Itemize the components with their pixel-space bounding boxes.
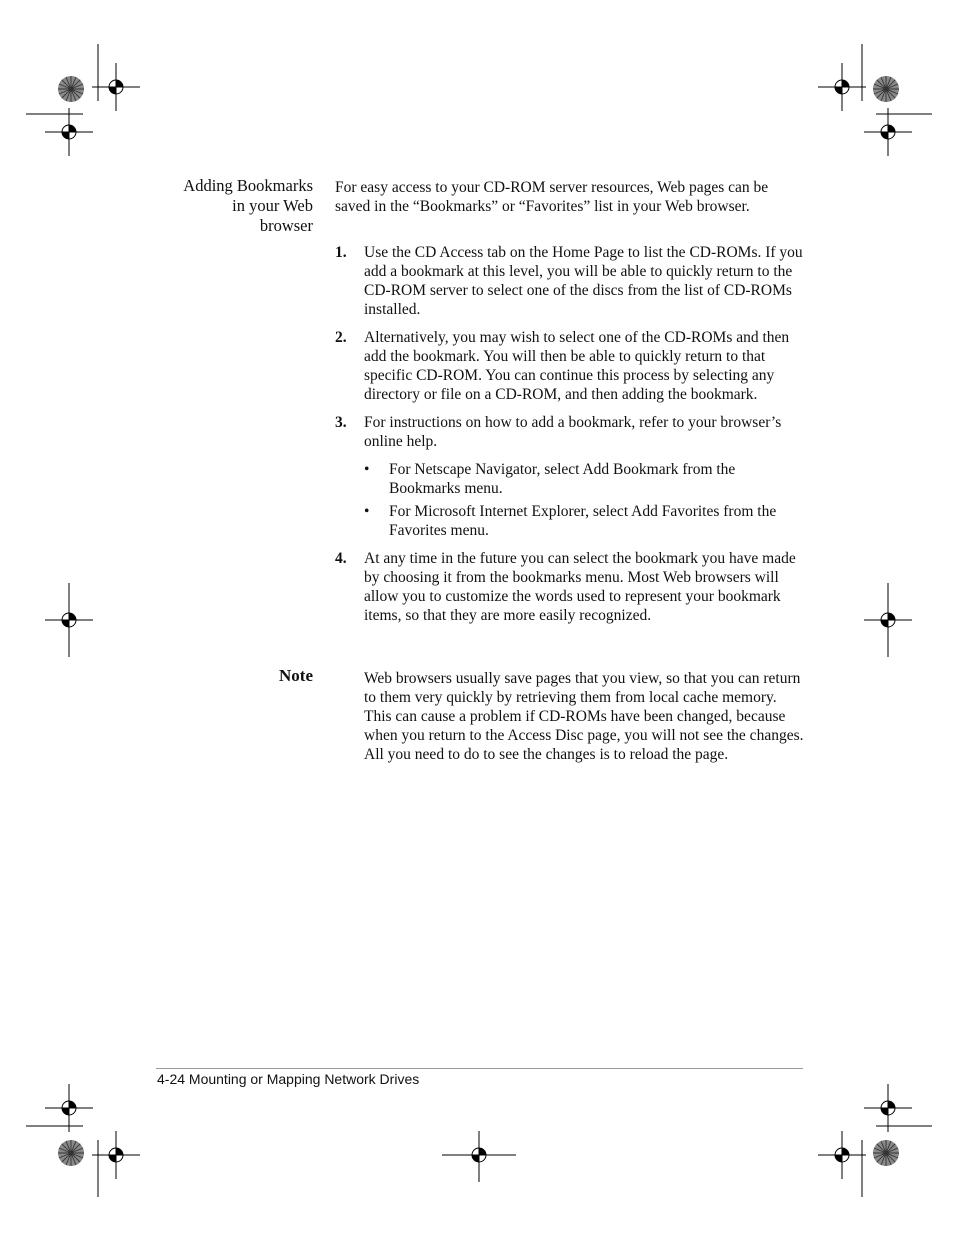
bullet-list — [364, 460, 805, 540]
step-number: 4. — [335, 550, 347, 567]
step-text: At any time in the future you can select the bookmark you have made by choosing it from the bookmarks menu. Most Web browsers will allow you to customize the words used to represent your bookmark items, so that they are more easily recognized. — [364, 550, 796, 624]
step-number: 1. — [335, 244, 347, 261]
star-target-icon — [873, 1140, 899, 1166]
registration-mark-icon — [818, 63, 866, 111]
section-heading-line: Adding Bookmarks — [183, 176, 313, 195]
bullet-text: For Netscape Navigator, select Add Bookmark from the Bookmarks menu. — [389, 461, 736, 497]
section-heading-line: browser — [259, 216, 313, 235]
note-text: Web browsers usually save pages that you view, so that you can return to them very quickly by retrieving them from local cache memory. This can cause a problem if CD-ROMs have been changed, because when you return to the Access Disc page, you will not see the changes. All you need to do to see the changes is to reload the page. — [364, 670, 804, 763]
step-item — [335, 328, 805, 404]
registration-mark-icon — [818, 1131, 866, 1179]
steps-list — [335, 243, 805, 634]
registration-mark-icon — [864, 1084, 912, 1132]
registration-mark-icon — [92, 63, 140, 111]
star-target-icon — [58, 1140, 84, 1166]
step-number: 2. — [335, 329, 347, 346]
section-heading — [140, 176, 313, 236]
section-heading-line: in your Web — [232, 196, 313, 215]
bullet-text: For Microsoft Internet Explorer, select Add Favorites from the Favorites menu. — [389, 503, 777, 539]
bullet-icon: • — [364, 461, 370, 478]
intro-paragraph: For easy access to your CD-ROM server resources, Web pages can be saved in the “Bookmarks” or “Favorites” list in your Web browser. — [335, 179, 769, 215]
note-label: Note — [279, 666, 313, 685]
step-item — [335, 549, 805, 625]
star-target-icon — [873, 76, 899, 102]
bullet-item — [364, 460, 805, 498]
registration-mark-icon — [45, 1084, 93, 1132]
step-text: Use the CD Access tab on the Home Page to list the CD-ROMs. If you add a bookmark at this level, you will be able to quickly return to the CD-ROM server to select one of the discs from the list of CD-ROMs installed. — [364, 244, 803, 318]
step-text: Alternatively, you may wish to select one of the CD-ROMs and then add the bookmark. You will then be able to quickly return to that specific CD-ROM. You can continue this process by selecting any directory or file on a CD-ROM, and then adding the bookmark. — [364, 329, 790, 403]
step-item — [335, 413, 805, 540]
registration-mark-icon — [45, 108, 93, 156]
registration-mark-icon — [864, 108, 912, 156]
bullet-icon: • — [364, 503, 370, 520]
step-text: For instructions on how to add a bookmark, refer to your browser’s online help. — [364, 414, 782, 450]
footer-rule — [156, 1068, 803, 1069]
bullet-item — [364, 502, 805, 540]
page-footer: 4-24 Mounting or Mapping Network Drives — [157, 1071, 420, 1087]
step-number: 3. — [335, 414, 347, 431]
star-target-icon — [58, 76, 84, 102]
step-item — [335, 243, 805, 319]
registration-mark-icon — [92, 1131, 140, 1179]
